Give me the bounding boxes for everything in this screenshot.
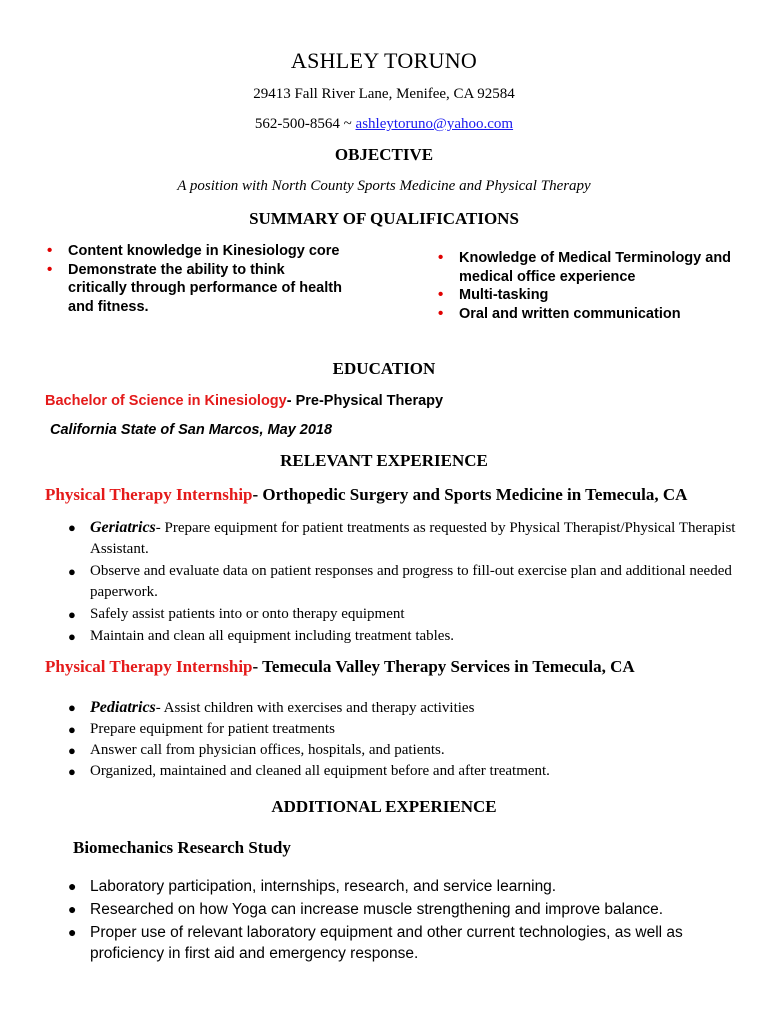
contact-line xyxy=(0,116,768,133)
list-item: ● Pediatrics- Assist children with exercises and therapy activities xyxy=(68,699,475,716)
qualification-item: • Knowledge of Medical Terminology and medical office experience xyxy=(438,249,732,285)
address-line: 29413 Fall River Lane, Menifee, CA 92584 xyxy=(253,86,515,102)
bullet-icon: • xyxy=(438,286,444,303)
list-item: ● Geriatrics- Prepare equipment for patient treatments as requested by Physical Therapist/Physical Therapist Assistant. xyxy=(68,519,736,557)
bullet-icon: ● xyxy=(68,743,76,758)
job-duties-list xyxy=(66,517,746,648)
duty-lead: Pediatrics xyxy=(90,699,156,716)
degree-line xyxy=(45,393,443,409)
summary-heading: SUMMARY OF QUALIFICATIONS xyxy=(249,209,519,228)
bullet-icon: • xyxy=(47,260,53,278)
list-item: ● Laboratory participation, internships, research, and service learning. xyxy=(68,878,557,895)
job-role: Physical Therapy Internship xyxy=(45,657,253,676)
objective-text: A position with North County Sports Medicine and Physical Therapy xyxy=(177,178,591,194)
bullet-icon: • xyxy=(438,304,444,322)
job-title xyxy=(45,485,687,505)
additional-experience-list xyxy=(66,876,746,966)
job-role: Physical Therapy Internship xyxy=(45,485,253,504)
bullet-icon: ● xyxy=(68,924,77,940)
list-item: ● Organized, maintained and cleaned all equipment before and after treatment. xyxy=(66,761,746,782)
degree-concentration: - Pre-Physical Therapy xyxy=(286,393,444,409)
duty-lead: Geriatrics xyxy=(90,519,156,536)
bullet-icon: • xyxy=(438,249,444,266)
list-item: ● Answer call from physician offices, hospitals, and patients. xyxy=(66,740,746,761)
candidate-name: ASHLEY TORUNO xyxy=(290,48,478,73)
list-item: ● Proper use of relevant laboratory equipment and other current technologies, as well as proficiency in first aid and emergency response. xyxy=(68,924,683,962)
bullet-icon: ● xyxy=(68,764,76,779)
bullet-icon: ● xyxy=(68,607,76,622)
additional-experience-heading: ADDITIONAL EXPERIENCE xyxy=(271,797,497,816)
bullet-icon: ● xyxy=(68,722,76,737)
job-employer: - Orthopedic Surgery and Sports Medicine in Temecula, CA xyxy=(252,485,688,504)
qualifications-left-list xyxy=(44,242,344,316)
subsection-title: Biomechanics Research Study xyxy=(73,838,291,857)
education-heading: EDUCATION xyxy=(332,359,436,378)
bullet-icon: ● xyxy=(68,700,76,715)
job-duties-list xyxy=(66,697,746,782)
job-employer: - Temecula Valley Therapy Services in Temecula, CA xyxy=(252,657,635,676)
job-title xyxy=(45,657,635,677)
bullet-icon: • xyxy=(47,242,53,259)
degree-name: Bachelor of Science in Kinesiology xyxy=(45,393,287,409)
phone-number: 562-500-8564 ~ xyxy=(254,116,356,132)
list-item: ● Observe and evaluate data on patient responses and progress to fill-out exercise plan and additional needed paperwork. xyxy=(68,563,732,600)
bullet-icon: ● xyxy=(68,520,76,535)
list-item: ● Prepare equipment for patient treatments xyxy=(66,719,746,740)
email-link[interactable]: ashleytoruno@yahoo.com xyxy=(355,116,514,132)
bullet-icon: ● xyxy=(68,564,76,579)
list-item: ● Maintain and clean all equipment including treatment tables. xyxy=(66,626,746,647)
qualification-item: • Demonstrate the ability to think critically through performance of health and fitness. xyxy=(47,260,342,315)
list-item: ● Safely assist patients into or onto therapy equipment xyxy=(66,604,746,625)
qualification-item: • Multi-tasking xyxy=(438,286,549,303)
bullet-icon: ● xyxy=(68,901,77,917)
qualifications-right-list xyxy=(435,249,755,323)
objective-heading: OBJECTIVE xyxy=(334,145,434,164)
qualification-item: • Content knowledge in Kinesiology core xyxy=(47,242,340,259)
bullet-icon: ● xyxy=(68,629,76,644)
list-item: ● Researched on how Yoga can increase muscle strengthening and improve balance. xyxy=(68,901,664,918)
qualification-item: • Oral and written communication xyxy=(438,304,681,322)
bullet-icon: ● xyxy=(68,878,77,894)
relevant-experience-heading: RELEVANT EXPERIENCE xyxy=(280,451,488,470)
school-line: California State of San Marcos, May 2018 xyxy=(50,422,333,438)
